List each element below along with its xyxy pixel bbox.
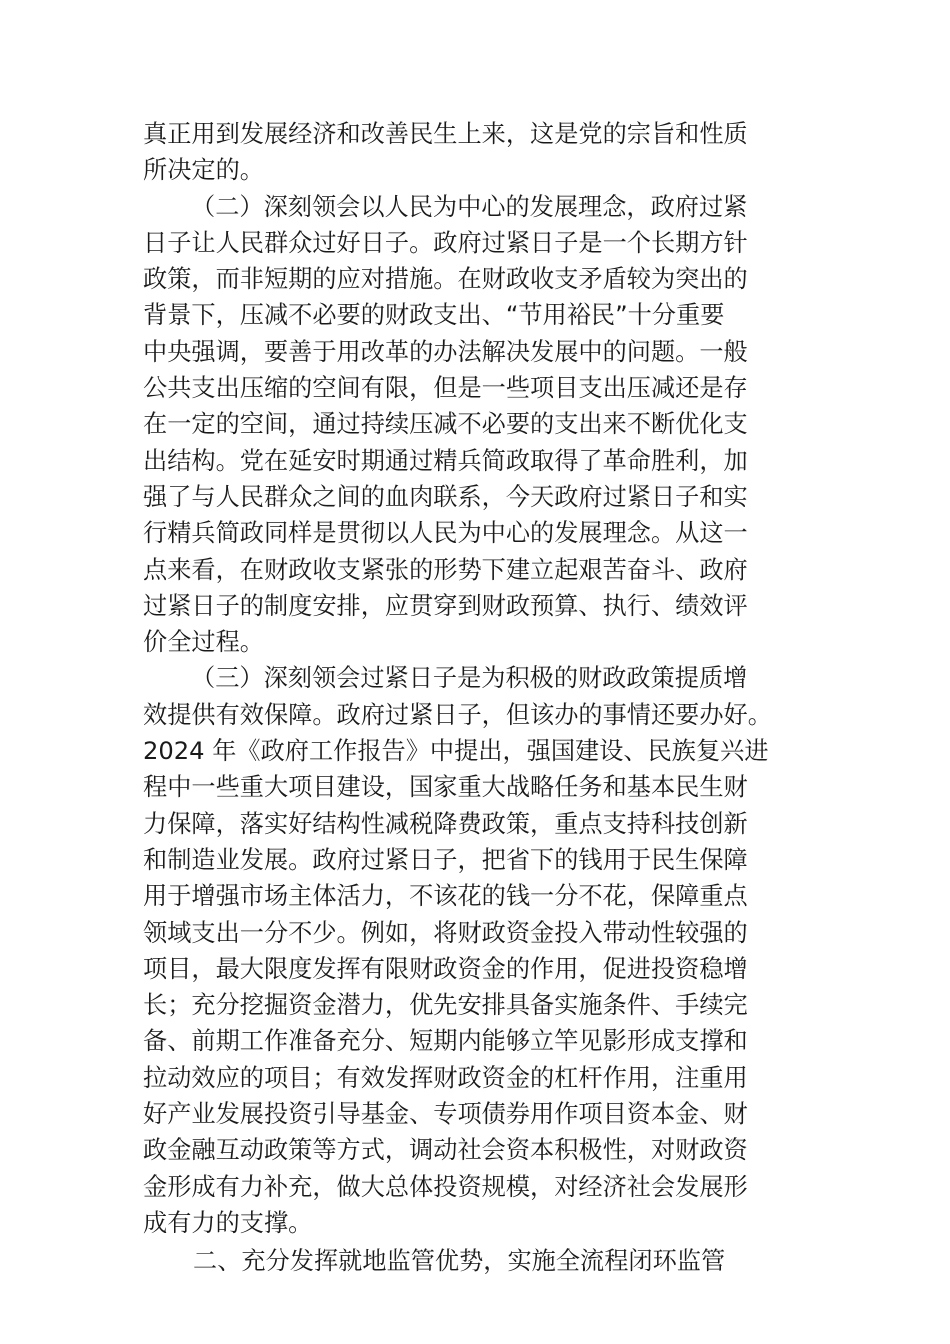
text-line: 行精兵简政同样是贯彻以人民为中心的发展理念。从这一: [143, 519, 748, 548]
text-line: 项目，最大限度发挥有限财政资金的作用，促进投资稳增: [143, 954, 748, 983]
text-line: 力保障，落实好结构性减税降费政策，重点支持科技创新: [143, 809, 748, 838]
text-line: 强了与人民群众之间的血肉联系，今天政府过紧日子和实: [143, 482, 748, 511]
text-line: 备、前期工作准备充分、短期内能够立竿见影形成支撑和: [143, 1027, 748, 1056]
text-line: 公共支出压缩的空间有限，但是一些项目支出压减还是存: [143, 374, 748, 403]
text-line: 长；充分挖掘资金潜力，优先安排具备实施条件、手续完: [143, 991, 748, 1020]
text-line: 背景下，压减不必要的财政支出、“节用裕民”十分重要: [143, 301, 725, 330]
text-line: 在一定的空间，通过持续压减不必要的支出来不断优化支: [143, 410, 748, 439]
text-line: 成有力的支撑。: [143, 1208, 313, 1237]
text-line: 用于增强市场主体活力，不该花的钱一分不花，保障重点: [143, 882, 748, 911]
text-line: 好产业发展投资引导基金、专项债券用作项目资本金、财: [143, 1100, 748, 1129]
text-line: 和制造业发展。政府过紧日子，把省下的钱用于民生保障: [143, 845, 748, 874]
text-line: 程中一些重大项目建设，国家重大战略任务和基本民生财: [143, 773, 748, 802]
text-line: 中央强调，要善于用改革的办法解决发展中的问题。一般: [143, 337, 748, 366]
text-line: 日子让人民群众过好日子。政府过紧日子是一个长期方针: [143, 228, 748, 257]
text-line: 过紧日子的制度安排，应贯穿到财政预算、执行、绩效评: [143, 591, 748, 620]
section-heading: 二、充分发挥就地监管优势，实施全流程闭环监管: [193, 1247, 726, 1276]
text-line: 政策，而非短期的应对措施。在财政收支矛盾较为突出的: [143, 265, 748, 294]
text-line: 领域支出一分不少。例如，将财政资金投入带动性较强的: [143, 918, 748, 947]
text-line: 政金融互动政策等方式，调动社会资本积极性，对财政资: [143, 1136, 748, 1165]
subsection-heading-2: （二）深刻领会以人民为中心的发展理念，政府过紧: [191, 192, 748, 221]
body-text: [143, 116, 813, 1280]
text-line: 价全过程。: [143, 628, 264, 657]
text-line: 所决定的。: [143, 156, 264, 185]
text-line: 拉动效应的项目；有效发挥财政资金的杠杆作用，注重用: [143, 1063, 748, 1092]
text-line: 效提供有效保障。政府过紧日子，但该办的事情还要办好。: [143, 700, 772, 729]
text-line: 点来看，在财政收支紧张的形势下建立起艰苦奋斗、政府: [143, 555, 748, 584]
text-line: 出结构。党在延安时期通过精兵简政取得了革命胜利，加: [143, 446, 748, 475]
text-line: 真正用到发展经济和改善民生上来，这是党的宗旨和性质: [143, 120, 748, 148]
subsection-heading-3: （三）深刻领会过紧日子是为积极的财政政策提质增: [191, 664, 748, 693]
text-line: 金形成有力补充，做大总体投资规模，对经济社会发展形: [143, 1172, 748, 1201]
text-line: 2024 年《政府工作报告》中提出，强国建设、民族复兴进: [143, 737, 769, 766]
